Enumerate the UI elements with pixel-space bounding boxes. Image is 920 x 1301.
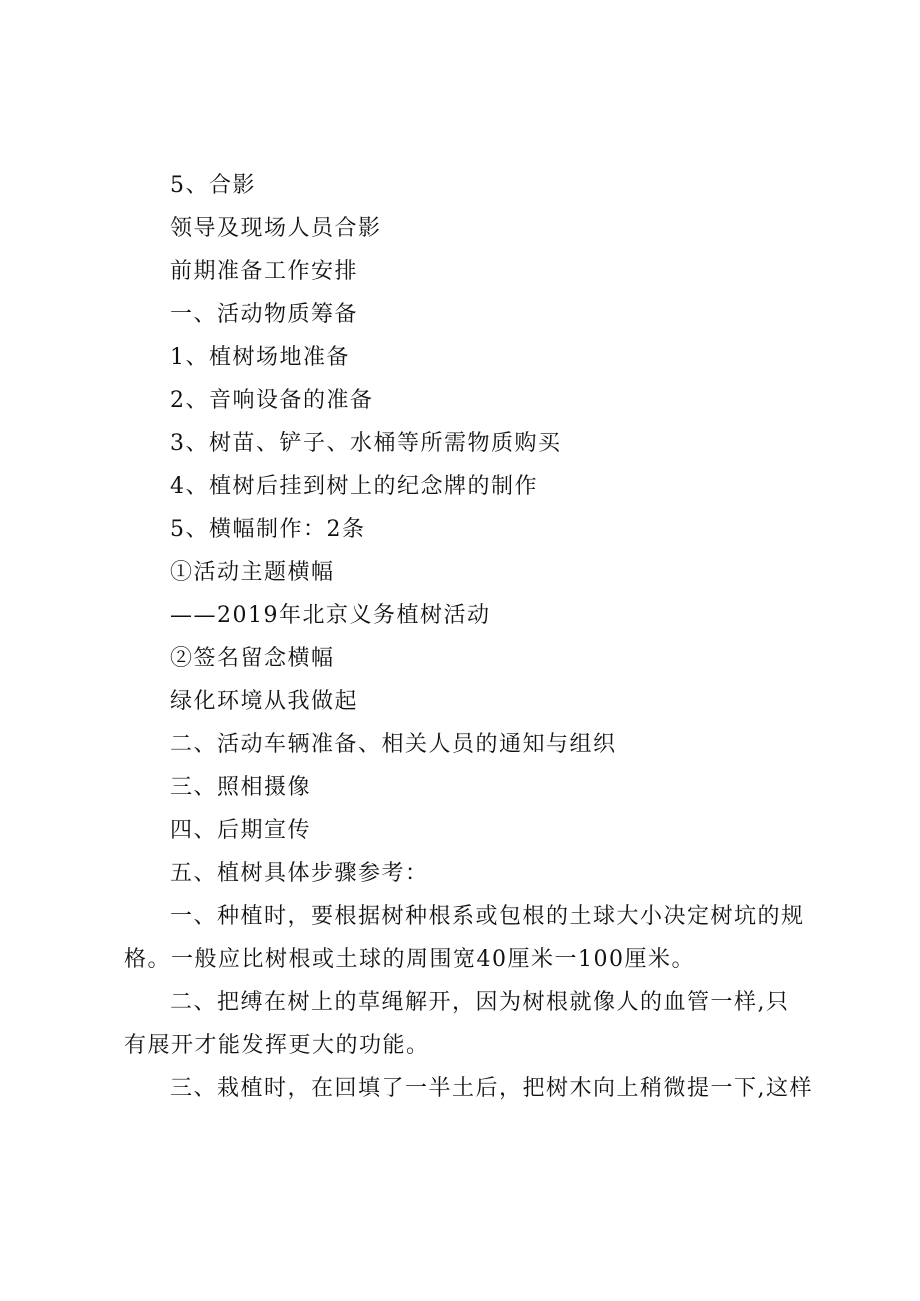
paragraph-line: 一、种植时，要根据树种根系或包根的土球大小决定树坑的规 — [170, 904, 805, 929]
list-item: 5、横幅制作：2条 — [170, 517, 366, 542]
list-item: 1、植树场地准备 — [170, 345, 350, 370]
paragraph-line: 二、把缚在树上的草绳解开，因为树根就像人的血管一样,只 — [170, 990, 790, 1015]
document-body — [124, 164, 814, 1110]
text-line: ——2019年北京义务植树活动 — [170, 603, 491, 628]
text-line: 前期准备工作安排 — [170, 259, 359, 284]
text-line: 绿化环境从我做起 — [170, 689, 359, 714]
list-item: 2、音响设备的准备 — [170, 388, 374, 413]
paragraph-line: 三、栽植时，在回填了一半土后，把树木向上稍微提一下,这样 — [170, 1076, 813, 1101]
section-heading: 二、活动车辆准备、相关人员的通知与组织 — [170, 732, 617, 757]
text-line: 5、合影 — [170, 173, 256, 198]
paragraph-line: 格。一般应比树根或土球的周围宽40厘米一100厘米。 — [124, 947, 695, 972]
list-item: 4、植树后挂到树上的纪念牌的制作 — [170, 474, 538, 499]
section-heading: 三、照相摄像 — [170, 775, 312, 800]
section-heading: 四、后期宣传 — [170, 818, 312, 843]
list-item: 3、树苗、铲子、水桶等所需物质购买 — [170, 431, 562, 456]
text-line: 领导及现场人员合影 — [170, 216, 382, 241]
text-line: ①活动主题横幅 — [170, 560, 335, 585]
text-line: ②签名留念横幅 — [170, 646, 335, 671]
section-heading: 五、植树具体步骤参考： — [170, 861, 429, 886]
paragraph-line: 有展开才能发挥更大的功能。 — [124, 1033, 430, 1058]
section-heading: 一、活动物质筹备 — [170, 302, 359, 327]
